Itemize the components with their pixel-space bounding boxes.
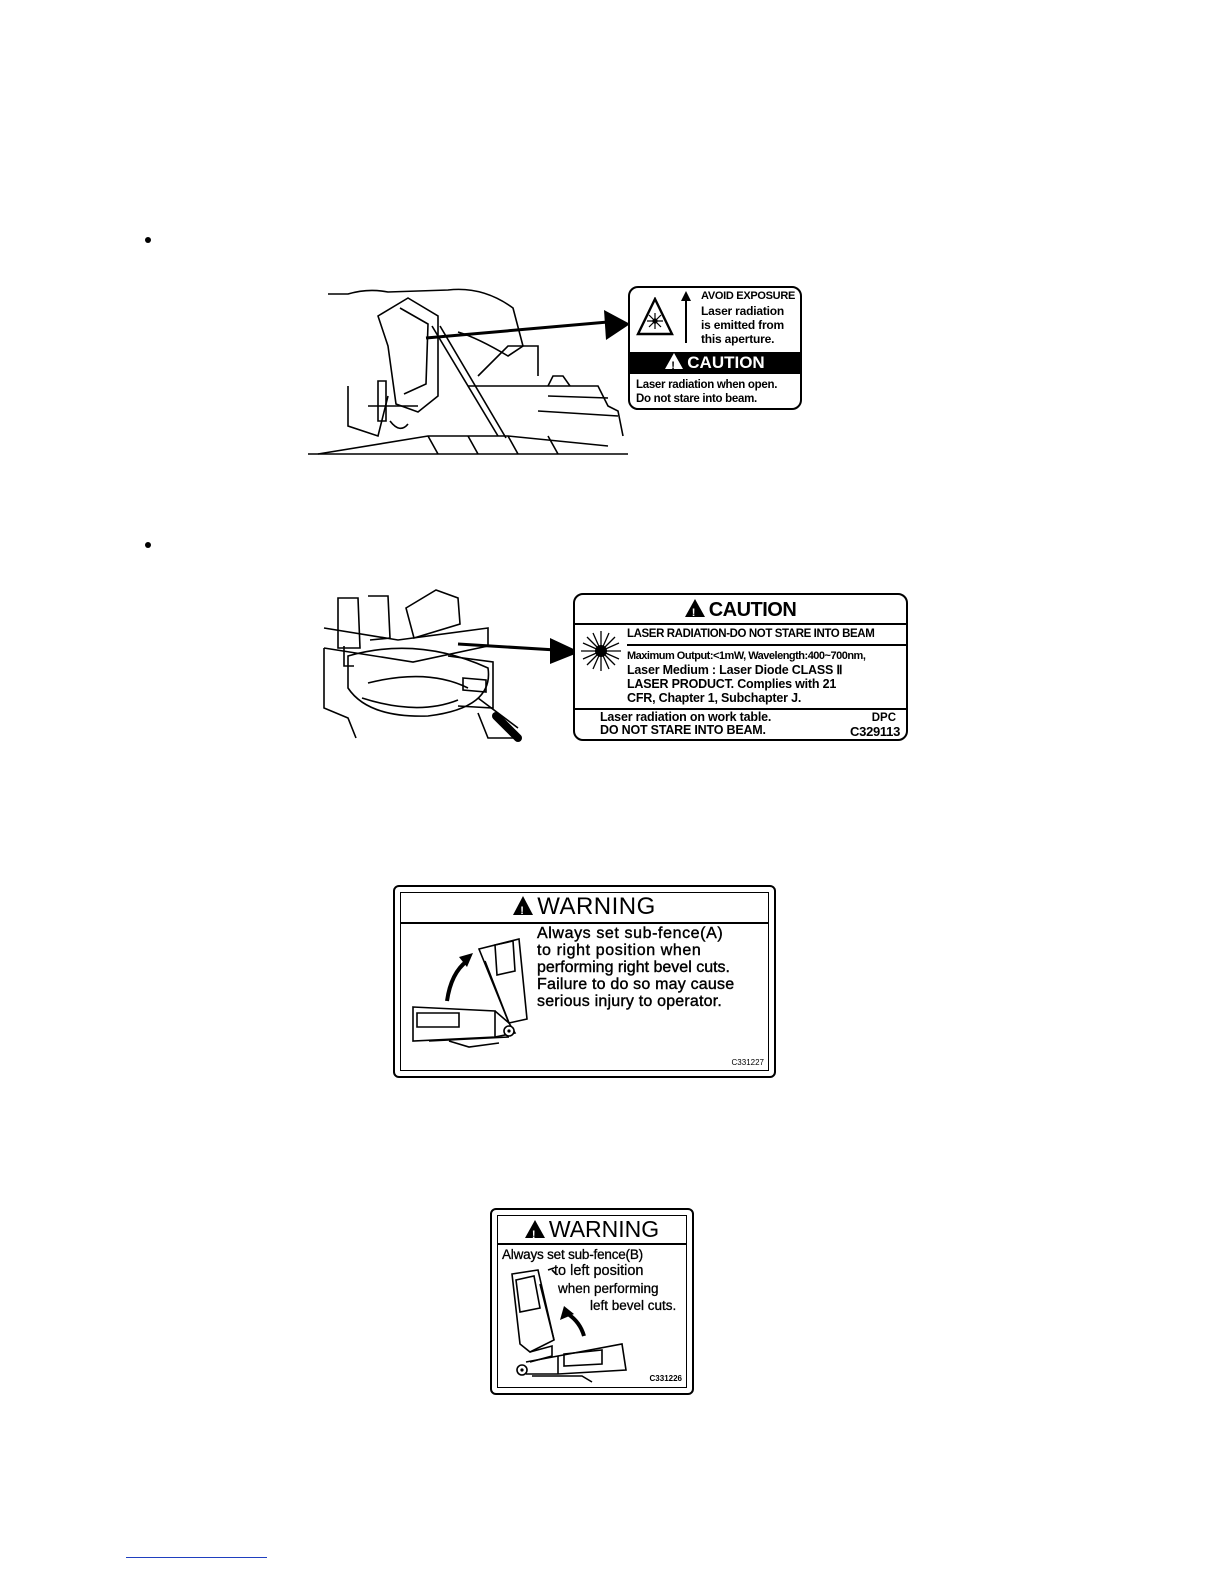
warning-heading: !WARNING bbox=[395, 894, 774, 920]
label-code-number: C329113 bbox=[850, 724, 900, 739]
footer-link-underline bbox=[126, 1557, 267, 1558]
sub-fence-a-line-4: Failure to do so may cause bbox=[537, 976, 735, 993]
sub-fence-a-line-3: performing right bevel cuts. bbox=[537, 959, 730, 976]
laser-burst-icon bbox=[579, 629, 623, 673]
warning-heading: !WARNING bbox=[492, 1216, 692, 1242]
alert-triangle-icon bbox=[665, 353, 683, 369]
aperture-line-1: Laser radiation bbox=[701, 304, 785, 318]
sub-fence-b-code: C331226 bbox=[649, 1374, 682, 1383]
sub-fence-a-line-2: to right position when bbox=[537, 942, 702, 959]
spec-line-2: Laser Medium : Laser Diode CLASS Ⅱ bbox=[627, 663, 843, 677]
spec-line-3: LASER PRODUCT. Complies with 21 bbox=[627, 677, 837, 691]
bullet-1 bbox=[145, 237, 151, 243]
miter-saw-table-illustration bbox=[318, 588, 586, 746]
bullet-2 bbox=[145, 542, 151, 548]
spec-line-4: CFR, Chapter 1, Subchapter J. bbox=[627, 691, 802, 705]
aperture-line-2: is emitted from bbox=[701, 318, 785, 332]
sub-fence-b-line-2: to left position bbox=[554, 1263, 644, 1279]
sub-fence-a-diagram bbox=[409, 931, 539, 1056]
sub-fence-a-warning-label bbox=[393, 885, 776, 1078]
up-arrow-icon bbox=[681, 291, 691, 343]
sub-fence-b-warning-label bbox=[490, 1208, 694, 1395]
sub-fence-b-diagram bbox=[502, 1264, 682, 1384]
aperture-warning-label bbox=[628, 286, 802, 410]
avoid-exposure-title: AVOID EXPOSURE bbox=[701, 290, 796, 302]
laser-hazard-icon bbox=[636, 297, 674, 337]
aperture-bottom-line-1: Laser radiation when open. bbox=[636, 379, 778, 391]
alert-triangle-icon bbox=[685, 599, 705, 617]
caution-heading: !CAUTION bbox=[575, 598, 906, 622]
label-code-dpc: DPC bbox=[871, 712, 896, 724]
sub-fence-a-line-1: Always set sub-fence(A) bbox=[537, 925, 724, 942]
sub-fence-b-line-1: Always set sub-fence(B) bbox=[502, 1247, 643, 1262]
aperture-bottom-line-2: Do not stare into beam. bbox=[636, 393, 757, 405]
sub-fence-b-line-4: left bevel cuts. bbox=[590, 1298, 677, 1313]
sub-fence-a-code: C331227 bbox=[731, 1058, 764, 1067]
table-bottom-line-2: DO NOT STARE INTO BEAM. bbox=[600, 723, 766, 737]
alert-triangle-icon bbox=[525, 1220, 545, 1238]
aperture-line-3: this aperture. bbox=[701, 332, 775, 346]
table-bottom-line-1: Laser radiation on work table. bbox=[600, 710, 772, 724]
sub-fence-b-line-3: when performing bbox=[558, 1281, 659, 1296]
saw-laser-aperture-illustration bbox=[308, 286, 628, 458]
caution-banner: !CAUTION bbox=[630, 352, 800, 374]
alert-triangle-icon bbox=[513, 896, 533, 915]
laser-headline: LASER RADIATION-DO NOT STARE INTO BEAM bbox=[627, 628, 875, 640]
sub-fence-a-line-5: serious injury to operator. bbox=[537, 993, 723, 1010]
laser-class-caution-label bbox=[573, 593, 908, 741]
spec-line-1: Maximum Output:<1mW, Wavelength:400~700nm, bbox=[627, 650, 866, 662]
